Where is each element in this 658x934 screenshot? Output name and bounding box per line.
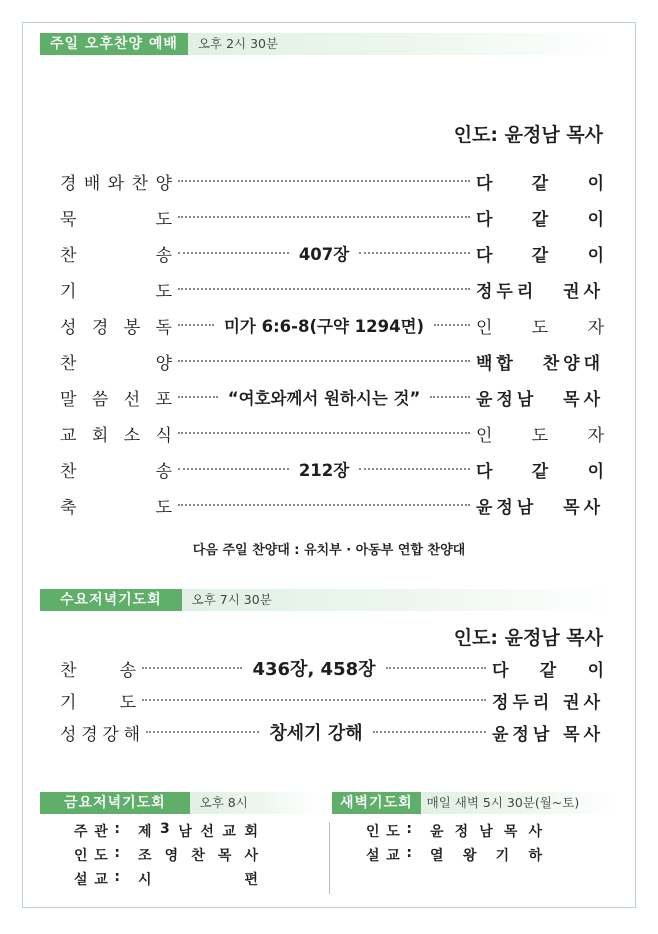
wednesday-order-row xyxy=(60,655,604,681)
friday-value-char: 조 xyxy=(138,848,152,864)
dotted-leader xyxy=(178,396,218,398)
wednesday-label-char: 찬 xyxy=(60,660,77,681)
sunday-order-label xyxy=(60,385,172,410)
friday-key-char: : xyxy=(114,869,120,885)
sunday-order-label xyxy=(60,313,172,338)
sunday-title: 주일 오후찬양 예배 xyxy=(40,33,188,55)
friday-key-char: 주 xyxy=(74,824,88,840)
dotted-leader xyxy=(178,324,214,326)
sunday-person-title: 목사 xyxy=(563,497,604,518)
wednesday-order-label xyxy=(60,720,140,745)
sunday-order-person xyxy=(476,457,604,482)
dawn-key-char: 인 xyxy=(366,824,380,840)
sunday-order-detail: 407장 xyxy=(298,245,350,264)
sunday-order-person xyxy=(476,349,604,374)
sunday-order-row xyxy=(60,168,604,194)
sunday-order-person xyxy=(476,277,604,302)
sunday-order-label xyxy=(60,421,172,446)
dotted-leader xyxy=(178,504,470,506)
wednesday-order-detail: 창세기 강해 xyxy=(269,723,363,744)
sunday-person-char: 도 xyxy=(531,425,549,446)
sunday-leader-dots xyxy=(172,216,476,218)
friday-key-char: : xyxy=(114,821,120,837)
dotted-leader xyxy=(434,324,470,326)
wednesday-person-title: 권사 xyxy=(563,692,604,713)
sunday-leader-dots xyxy=(172,504,476,506)
friday-value-char: 편 xyxy=(244,872,258,888)
dawn-info-row xyxy=(366,844,542,866)
sunday-label-char: 양 xyxy=(155,353,172,374)
friday-key-char: 설 xyxy=(74,872,88,888)
friday-value-char: 영 xyxy=(164,848,179,864)
wednesday-label-char: 기 xyxy=(60,692,77,713)
dawn-value-char: 목 xyxy=(503,824,518,840)
sunday-label-char: 도 xyxy=(155,497,172,518)
sunday-label-char: 포 xyxy=(155,389,172,410)
sunday-person-char: 다 xyxy=(476,461,493,482)
sunday-order-person xyxy=(476,385,604,410)
sunday-label-char: 송 xyxy=(155,245,172,266)
sunday-label-char: 와 xyxy=(107,173,125,194)
sunday-order-row xyxy=(60,312,604,338)
friday-value-char: 교 xyxy=(222,824,236,840)
friday-value-char: 남 xyxy=(178,824,192,840)
sunday-leader-dots xyxy=(172,432,476,434)
wednesday-leader-dots xyxy=(136,699,492,701)
sunday-order-row xyxy=(60,348,604,374)
sunday-leader-dots xyxy=(172,313,476,337)
sunday-order-person xyxy=(476,313,604,338)
sunday-label-char: 찬 xyxy=(60,245,77,266)
wednesday-order-label xyxy=(60,656,136,681)
sunday-person-char: 자 xyxy=(587,425,604,446)
wednesday-order-row xyxy=(60,719,604,745)
sunday-label-char: 교 xyxy=(60,425,77,446)
sunday-person-name: 백합 xyxy=(476,353,517,374)
wednesday-order-person xyxy=(492,688,604,713)
friday-info-row xyxy=(74,820,258,842)
dotted-leader xyxy=(359,252,470,254)
friday-key-char: : xyxy=(114,845,120,861)
dotted-leader xyxy=(142,667,242,669)
sunday-note: 다음 주일 찬양대 : 유치부 · 아동부 연합 찬양대 xyxy=(192,543,466,558)
dawn-value-char: 왕 xyxy=(462,848,477,864)
wednesday-person-char: 다 xyxy=(492,660,509,681)
dawn-key-char: 설 xyxy=(366,848,380,864)
sunday-order-row xyxy=(60,384,604,410)
sunday-order-label xyxy=(60,241,172,266)
sunday-label-char: 찬 xyxy=(131,173,149,194)
sunday-person-name: 윤정남 xyxy=(476,389,538,410)
sunday-label-char: 회 xyxy=(91,425,109,446)
friday-value-char: 목 xyxy=(217,848,232,864)
sunday-leader: 인도: 윤정남 목사 xyxy=(453,124,603,146)
dotted-leader xyxy=(178,252,289,254)
sunday-label-char: 찬 xyxy=(60,461,77,482)
sunday-label-char: 찬 xyxy=(60,353,77,374)
wednesday-time: 오후 7시 30분 xyxy=(182,589,618,611)
sunday-order-row xyxy=(60,240,604,266)
sunday-leader-dots xyxy=(172,457,476,481)
wednesday-order-label xyxy=(60,688,136,713)
wednesday-person-char: 이 xyxy=(587,660,604,681)
dawn-value-char: 윤 xyxy=(430,824,444,840)
sunday-label-char: 소 xyxy=(123,425,141,446)
sunday-label-char: 송 xyxy=(155,461,172,482)
sunday-label-char: 경 xyxy=(60,173,77,194)
wednesday-leader: 인도: 윤정남 목사 xyxy=(453,627,603,649)
wednesday-person-name: 윤정남 xyxy=(492,724,554,745)
sunday-person-char: 이 xyxy=(587,461,604,482)
dawn-value-char: 정 xyxy=(454,824,469,840)
friday-value-char: 선 xyxy=(200,824,214,840)
sunday-person-char: 다 xyxy=(476,209,493,230)
sunday-order-row xyxy=(60,492,604,518)
sunday-order-person xyxy=(476,205,604,230)
sunday-order-label xyxy=(60,349,172,374)
wednesday-order-person xyxy=(492,656,604,681)
sunday-person-char: 같 xyxy=(531,245,549,266)
sunday-order-person xyxy=(476,493,604,518)
sunday-label-char: 말 xyxy=(60,389,77,410)
sunday-person-char: 다 xyxy=(476,245,493,266)
sunday-order-row xyxy=(60,276,604,302)
sunday-label-char: 봉 xyxy=(123,317,141,338)
friday-info-key xyxy=(74,845,120,865)
sunday-label-char: 독 xyxy=(155,317,172,338)
sunday-order-label xyxy=(60,205,172,230)
sunday-label-char: 식 xyxy=(155,425,172,446)
sunday-person-title: 목사 xyxy=(563,389,604,410)
dotted-leader xyxy=(359,468,470,470)
friday-info-row xyxy=(74,868,258,890)
sunday-person-char: 도 xyxy=(531,317,549,338)
sunday-person-char: 같 xyxy=(531,173,549,194)
sunday-person-char: 이 xyxy=(587,173,604,194)
wednesday-label-char: 경 xyxy=(81,724,98,745)
sunday-person-title: 찬양대 xyxy=(542,353,604,374)
wednesday-order-person xyxy=(492,720,604,745)
dawn-info-value xyxy=(430,821,542,841)
dotted-leader xyxy=(178,216,470,218)
sunday-person-title: 권사 xyxy=(563,281,604,302)
dotted-leader xyxy=(373,731,486,733)
dawn-key-char: : xyxy=(406,821,412,837)
friday-value-char: 3 xyxy=(160,821,170,837)
dotted-leader xyxy=(146,731,259,733)
sunday-order-row xyxy=(60,204,604,230)
friday-key-char: 도 xyxy=(94,848,108,864)
friday-value-char: 제 xyxy=(138,824,152,840)
friday-value-char: 시 xyxy=(138,872,152,888)
sunday-person-char: 이 xyxy=(587,245,604,266)
sunday-label-char: 배 xyxy=(83,173,101,194)
friday-key-char: 교 xyxy=(94,872,108,888)
sunday-order-label xyxy=(60,277,172,302)
sunday-person-char: 인 xyxy=(476,425,493,446)
dotted-leader xyxy=(178,360,470,362)
friday-info-key xyxy=(74,869,120,889)
dawn-key-char: : xyxy=(406,845,412,861)
sunday-order-row xyxy=(60,420,604,446)
wednesday-header xyxy=(40,589,618,611)
dotted-leader xyxy=(178,288,470,290)
sunday-time: 오후 2시 30분 xyxy=(188,33,618,55)
friday-key-char: 관 xyxy=(94,824,108,840)
sunday-leader-dots xyxy=(172,180,476,182)
sunday-label-char: 양 xyxy=(155,173,172,194)
sunday-order-label xyxy=(60,169,172,194)
sunday-order-detail: “여호와께서 원하시는 것” xyxy=(227,389,421,408)
friday-value-char: 회 xyxy=(244,824,258,840)
dotted-leader xyxy=(142,699,486,701)
dawn-title: 새벽기도회 xyxy=(332,792,421,814)
sunday-header xyxy=(40,33,618,55)
sunday-label-char: 묵 xyxy=(60,209,77,230)
sunday-label-char: 성 xyxy=(60,317,77,338)
sunday-leader-dots xyxy=(172,360,476,362)
sunday-label-char: 경 xyxy=(91,317,109,338)
dawn-header xyxy=(332,792,618,814)
dawn-value-char: 남 xyxy=(479,824,493,840)
wednesday-order-row xyxy=(60,687,604,713)
friday-value-char: 찬 xyxy=(191,848,205,864)
sunday-order-person xyxy=(476,241,604,266)
sunday-person-char: 같 xyxy=(531,461,549,482)
wednesday-label-char: 강 xyxy=(102,724,119,745)
wednesday-leader-dots xyxy=(136,655,492,681)
friday-key-char: 인 xyxy=(74,848,88,864)
wednesday-leader-dots xyxy=(140,719,492,745)
sunday-leader-dots xyxy=(172,241,476,265)
sunday-label-char: 축 xyxy=(60,497,77,518)
friday-info-key xyxy=(74,821,120,841)
sunday-label-char: 씀 xyxy=(91,389,109,410)
sunday-order-detail: 212장 xyxy=(298,461,350,480)
dawn-info-value xyxy=(430,845,542,865)
sunday-label-char: 도 xyxy=(155,209,172,230)
dotted-leader xyxy=(386,667,486,669)
friday-header xyxy=(40,792,322,814)
wednesday-label-char: 도 xyxy=(119,692,136,713)
sunday-person-name: 윤정남 xyxy=(476,497,538,518)
dawn-value-char: 기 xyxy=(495,848,510,864)
wednesday-label-char: 송 xyxy=(119,660,136,681)
dawn-time: 매일 새벽 5시 30분(월~토) xyxy=(421,792,618,814)
friday-info-value xyxy=(138,845,258,865)
friday-info-value xyxy=(138,869,258,889)
sunday-person-char: 같 xyxy=(531,209,549,230)
sunday-person-char: 이 xyxy=(587,209,604,230)
dotted-leader xyxy=(430,396,470,398)
dawn-value-char: 하 xyxy=(528,848,542,864)
friday-title: 금요저녁기도회 xyxy=(40,792,190,814)
sunday-leader-dots xyxy=(172,385,476,409)
dawn-key-char: 교 xyxy=(386,848,400,864)
sunday-person-name: 정두리 xyxy=(476,281,538,302)
wednesday-label-char: 성 xyxy=(60,724,77,745)
wednesday-person-char: 같 xyxy=(539,660,557,681)
sunday-label-char: 선 xyxy=(123,389,141,410)
sunday-leader-dots xyxy=(172,288,476,290)
dawn-key-char: 도 xyxy=(386,824,400,840)
sunday-order-label xyxy=(60,457,172,482)
dawn-info-key xyxy=(366,845,412,865)
sunday-order-person xyxy=(476,421,604,446)
sunday-label-char: 기 xyxy=(60,281,77,302)
friday-info-value xyxy=(138,821,258,841)
sunday-label-char: 도 xyxy=(155,281,172,302)
sunday-person-char: 자 xyxy=(587,317,604,338)
sunday-order-person xyxy=(476,169,604,194)
sunday-order-detail: 미가 6:6-8(구약 1294면) xyxy=(223,317,425,336)
wednesday-person-title: 목사 xyxy=(563,724,604,745)
dawn-info-row xyxy=(366,820,542,842)
column-divider xyxy=(329,822,330,894)
dawn-info-key xyxy=(366,821,412,841)
wednesday-order-detail: 436장, 458장 xyxy=(252,659,376,680)
dotted-leader xyxy=(178,432,470,434)
wednesday-person-name: 정두리 xyxy=(492,692,554,713)
sunday-order-label xyxy=(60,493,172,518)
dotted-leader xyxy=(178,468,289,470)
dotted-leader xyxy=(178,180,470,182)
dawn-value-char: 사 xyxy=(528,824,542,840)
friday-info-row xyxy=(74,844,258,866)
wednesday-label-char: 해 xyxy=(123,724,140,745)
dawn-value-char: 열 xyxy=(430,848,444,864)
friday-value-char: 사 xyxy=(244,848,258,864)
sunday-order-row xyxy=(60,456,604,482)
sunday-person-char: 인 xyxy=(476,317,493,338)
friday-time: 오후 8시 xyxy=(190,792,322,814)
sunday-person-char: 다 xyxy=(476,173,493,194)
wednesday-title: 수요저녁기도회 xyxy=(40,589,182,611)
